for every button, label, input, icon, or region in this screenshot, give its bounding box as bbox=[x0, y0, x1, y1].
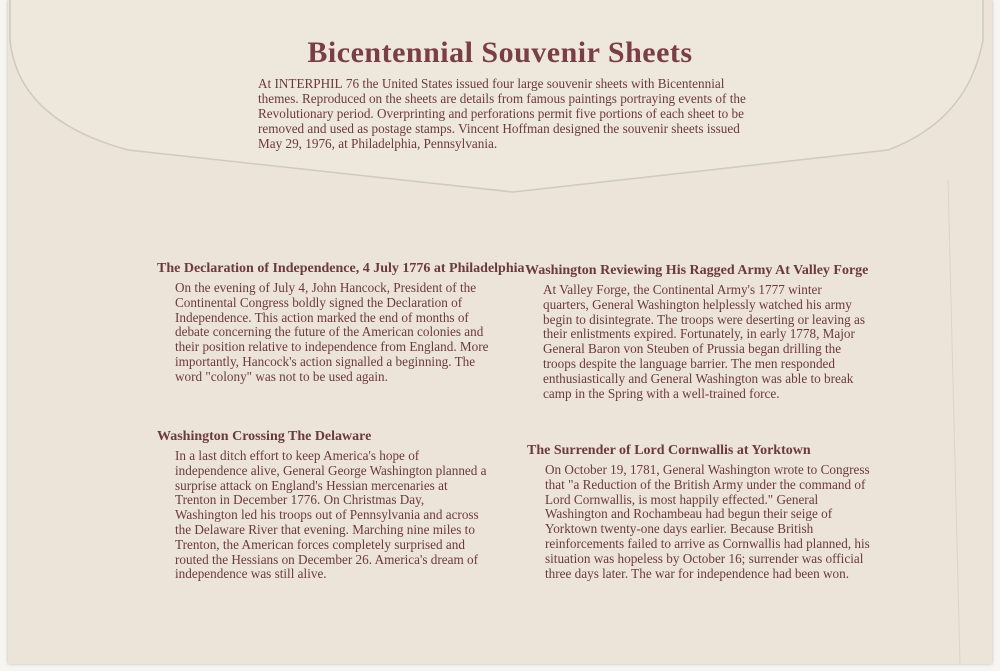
section-delaware bbox=[157, 429, 487, 582]
section-body: In a last ditch effort to keep America's hope of independence alive, General George Washington planned a surprise attack on England's Hessian mercenaries at Trenton in December 1776. On Christmas Day, Washington led his troops out of Pennsylvania and across the Delaware River that evening. Marching nine miles to Trenton, the American forces completely surprised and routed the Hessians on December 26. America's dream of independence was still alive. bbox=[175, 448, 487, 582]
intro-text: 76 the United States issued four large souvenir sheets with Bicentennial themes. Reproduced on the sheets are details from famous paintings portraying events of the Revolutionary period. Overprinting and perforations permit five portions of each sheet to be removed and used as postage stamps. Vincent Hoffman designed the souvenir sheets issued May 29, 1976, at Philadelphia, Pennsylvania. bbox=[258, 76, 746, 151]
section-body: On the evening of July 4, John Hancock, President of the Continental Congress boldly signed the Declaration of Independence. This action marked the end of months of debate concerning the future of the American colonies and their position relative to independence from England. More importantly, Hancock's action signalled a beginning. The word "colony" was not to be used again. bbox=[175, 280, 489, 384]
page-title: Bicentennial Souvenir Sheets bbox=[307, 36, 693, 69]
section-heading: The Surrender of Lord Cornwallis at Yorktown bbox=[527, 443, 811, 458]
intro-paragraph bbox=[258, 76, 748, 151]
section-body: At Valley Forge, the Continental Army's 1777 winter quarters, General Washington helplessly watched his army begin to disintegrate. The troops were deserting or leaving as their enlistments expired. Fortunately, in early 1778, Major General Baron von Steuben of Prussia began drilling the troops despite the language barrier. The men responded enthusiastically and General Washington was able to break camp in the Spring with a well-trained force. bbox=[543, 282, 866, 401]
section-heading: Washington Crossing The Delaware bbox=[157, 429, 372, 444]
section-declaration bbox=[157, 261, 525, 385]
intro-event-name: INTERPHIL bbox=[274, 76, 343, 91]
section-heading: The Declaration of Independence, 4 July 1776 at Philadelphia bbox=[157, 261, 525, 276]
section-body: On October 19, 1781, General Washington wrote to Congress that "a Reduction of the British Army under the command of Lord Cornwallis, is most happily effected." General Washington and Rochambeau had begun their seige of Yorktown twenty-one days earlier. Because British reinforcements failed to arrive as Cornwallis had planned, his situation was hopeless by October 16; surrender was official three days later. The war for independence had been won. bbox=[545, 462, 870, 581]
section-yorktown bbox=[527, 443, 872, 581]
section-valley-forge bbox=[525, 263, 870, 401]
intro-prefix: At bbox=[258, 76, 272, 91]
section-heading: Washington Reviewing His Ragged Army At Valley Forge bbox=[525, 263, 869, 278]
